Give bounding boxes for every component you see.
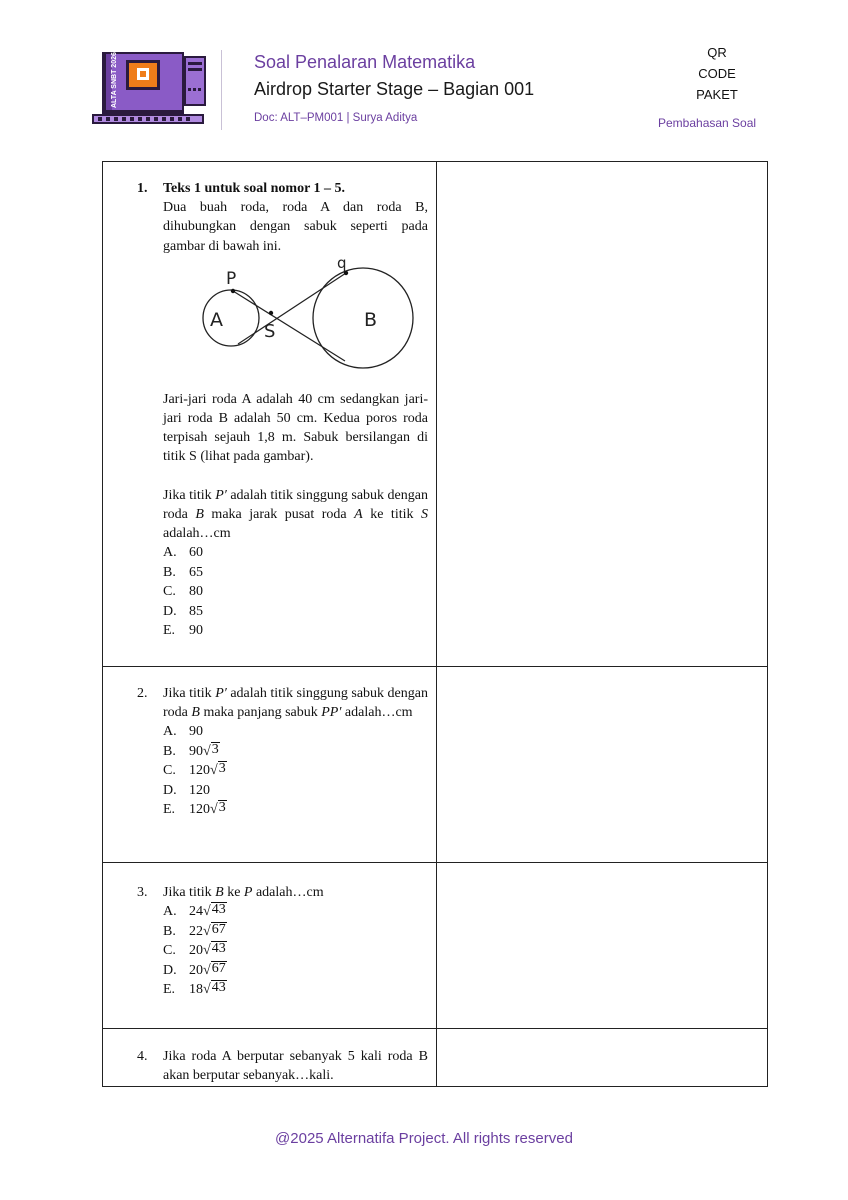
answer-option[interactable]: C. 120 √ 3: [163, 761, 428, 781]
retro-computer-logo: [88, 48, 214, 128]
answer-options: [163, 543, 428, 641]
header-divider: [221, 50, 222, 130]
belt-line: [238, 273, 346, 344]
question-cell: [103, 863, 437, 1029]
table-row: [103, 863, 768, 1029]
answer-option[interactable]: E. 120 √ 3: [163, 800, 428, 820]
question-number: 1.: [137, 181, 148, 196]
answer-option[interactable]: A. 90: [163, 724, 203, 740]
answer-cell: [437, 863, 768, 1029]
pembahasan-label: Pembahasan Soal: [658, 116, 757, 130]
table-row: [103, 667, 768, 863]
question-cell: [103, 162, 437, 667]
label-s: S: [264, 320, 276, 342]
answer-options: [163, 722, 428, 820]
table-row: [103, 1029, 768, 1087]
answer-option[interactable]: B. 22 √ 67: [163, 922, 428, 942]
question-stem: Jika roda A berputar sebanyak 5 kali roda B akan berputar sebanyak…kali.: [163, 1049, 428, 1084]
wheel-belt-diagram: [183, 253, 423, 380]
belt-line: [233, 291, 345, 361]
question-cell: [103, 1029, 437, 1087]
question-cell: [103, 667, 437, 863]
answer-cell: [437, 162, 768, 667]
question-stem: Jika titik P′ adalah titik singgung sabuk dengan roda B maka panjang sabuk PP′ adalah…cm: [163, 686, 428, 721]
answer-cell: [437, 1029, 768, 1087]
qr-code-placeholder: [682, 42, 752, 105]
answer-option[interactable]: C. 80: [163, 584, 203, 600]
question-intro: Dua buah roda, roda A dan roda B, dihubungkan dengan sabuk seperti pada gambar di bawah ini.: [163, 200, 428, 254]
logo-text: ALTA SNBT 2026: [111, 52, 118, 108]
answer-option[interactable]: B. 65: [163, 564, 203, 580]
question-stem: Jika titik B ke P adalah…cm: [163, 885, 324, 900]
answer-option[interactable]: B. 90 √ 3: [163, 742, 428, 762]
question-number: 4.: [137, 1049, 148, 1064]
question-stem: Jika titik P′ adalah titik singgung sabuk dengan roda B maka jarak pusat roda A ke titik S adalah…cm: [163, 487, 428, 542]
answer-option[interactable]: A. 60: [163, 545, 203, 561]
answer-option[interactable]: E. 18 √ 43: [163, 980, 428, 1000]
point-p: [231, 289, 235, 293]
answer-option[interactable]: C. 20 √ 43: [163, 941, 428, 961]
qr-line: PAKET: [696, 87, 738, 102]
answer-option[interactable]: A. 24 √ 43: [163, 902, 428, 922]
question-body: Jari-jari roda A adalah 40 cm sedangkan jari-jari roda B adalah 50 cm. Kedua poros roda terpisah sejauh 1,8 m. Sabuk bersilangan di titik S (lihat pada gambar).: [163, 391, 428, 465]
header-subtitle: Airdrop Starter Stage – Bagian 001: [254, 79, 535, 99]
answer-cell: [437, 667, 768, 863]
answer-option[interactable]: D. 120: [163, 782, 210, 798]
answer-options: [163, 902, 428, 1000]
label-q: q: [337, 253, 347, 272]
page-header: [0, 0, 848, 150]
label-a: A: [210, 308, 223, 331]
answer-option[interactable]: D. 85: [163, 603, 203, 619]
answer-option[interactable]: E. 90: [163, 623, 203, 639]
question-number: 2.: [137, 686, 148, 701]
page-footer: @2025 Alternatifa Project. All rights reserved: [275, 1130, 573, 1147]
label-p: P: [226, 268, 237, 289]
question-title: Teks 1 untuk soal nomor 1 – 5.: [163, 181, 346, 196]
answer-option[interactable]: D. 20 √ 67: [163, 961, 428, 981]
table-row: [103, 162, 768, 667]
point-s: [269, 311, 273, 315]
header-doc-info: Doc: ALT–PM001 | Surya Aditya: [254, 112, 418, 124]
qr-line: CODE: [698, 66, 736, 81]
label-b: B: [364, 308, 378, 331]
question-table: [102, 161, 768, 1087]
question-number: 3.: [137, 885, 148, 900]
wheel-b: [313, 268, 413, 368]
qr-line: QR: [707, 45, 727, 60]
header-title: Soal Penalaran Matematika: [254, 52, 476, 72]
